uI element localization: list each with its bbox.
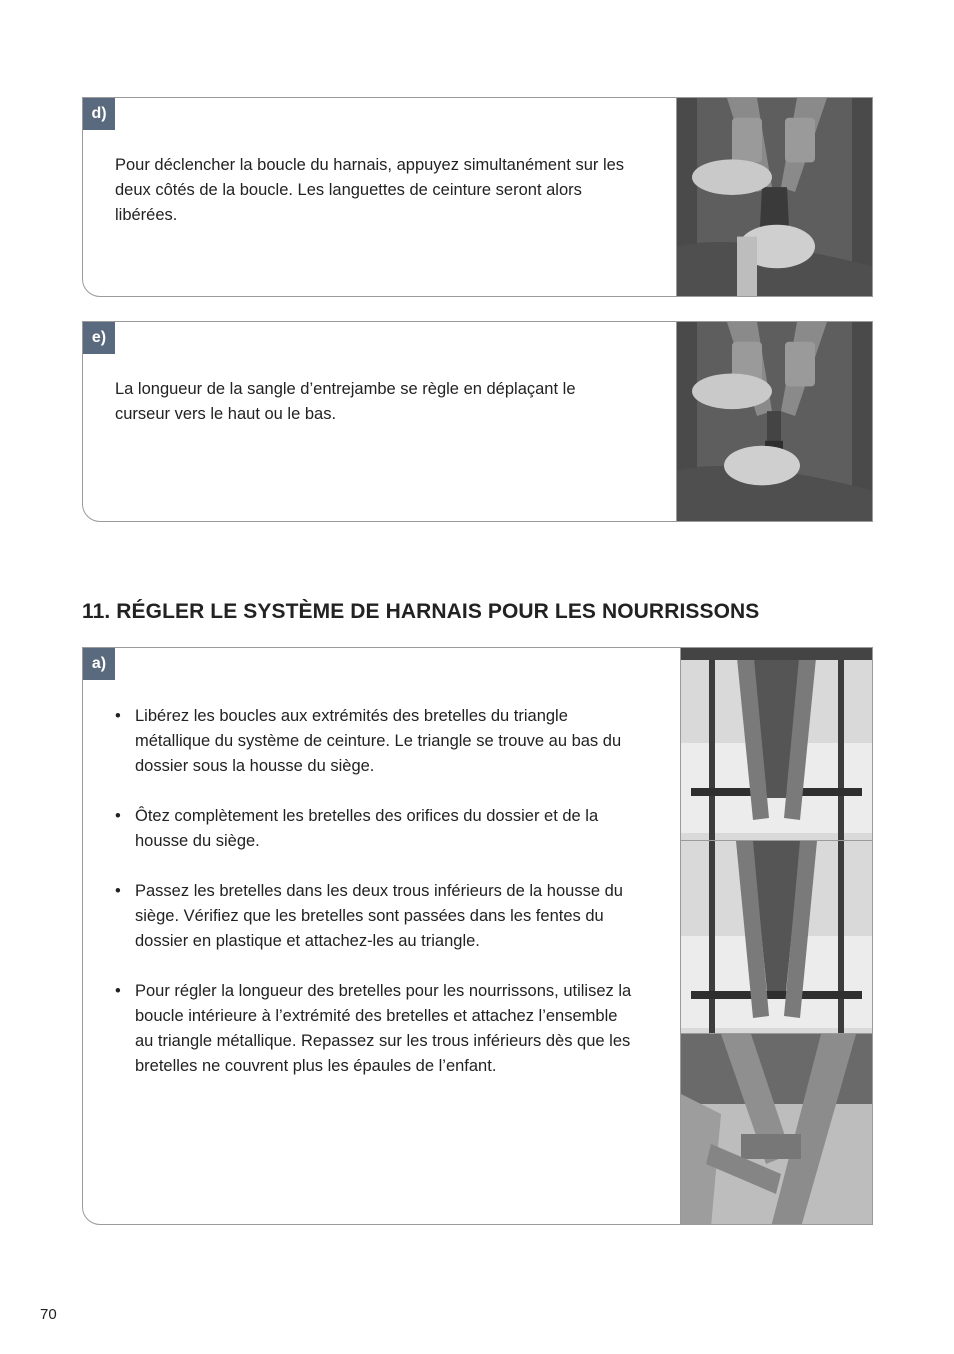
step-d-text: Pour déclencher la boucle du harnais, appuyez simultanément sur les deux côtés de la boucle. Les languettes de ceinture seront alors libérées. [115,156,625,224]
list-item [115,979,635,1079]
section-title: 11. RÉGLER LE SYSTÈME DE HARNAIS POUR LES NOURRISSONS [82,600,760,623]
harness-buckle-closeup-photo [681,1033,872,1224]
step-a-bullet-list [115,704,635,1104]
harness-straps-photo-1 [681,648,872,840]
list-item [115,804,635,854]
step-a-photo-column [680,648,872,1224]
step-e-panel [82,321,873,522]
step-d-photo-buckle-release [676,98,872,296]
list-item [115,879,635,954]
bullet-glyph: • [115,807,121,825]
page-number: 70 [40,1306,57,1323]
step-d-panel [82,97,873,297]
list-item [115,704,635,779]
step-a-panel [82,647,873,1225]
bullet-glyph: • [115,982,121,1000]
step-e-photo-crotch-strap [676,322,872,521]
bullet-text: Passez les bretelles dans les deux trous inférieurs de la housse du siège. Vérifiez que les bretelles sont passées dans les fentes du dossier en plastique et attachez-les au triangle. [135,882,623,950]
step-d-label: d) [83,98,115,130]
bullet-text: Pour régler la longueur des bretelles pour les nourrissons, utilisez la boucle intérieure à l’extrémité des bretelles et attachez l’ensemble au triangle métallique. Repassez sur les trous inférieurs dès que les bretelles ne couvrent plus les épaules de l’enfant. [135,982,632,1075]
bullet-glyph: • [115,882,121,900]
harness-straps-photo-2 [681,840,872,1034]
step-a-label: a) [83,648,115,680]
step-e-label: e) [83,322,115,354]
bullet-glyph: • [115,707,121,725]
step-e-text: La longueur de la sangle d’entrejambe se règle en déplaçant le curseur vers le haut ou le bas. [115,380,576,423]
bullet-text: Libérez les boucles aux extrémités des bretelles du triangle métallique du système de ceinture. Le triangle se trouve au bas du dossier sous la housse du siège. [135,707,622,775]
bullet-text: Ôtez complètement les bretelles des orifices du dossier et de la housse du siège. [135,807,599,850]
